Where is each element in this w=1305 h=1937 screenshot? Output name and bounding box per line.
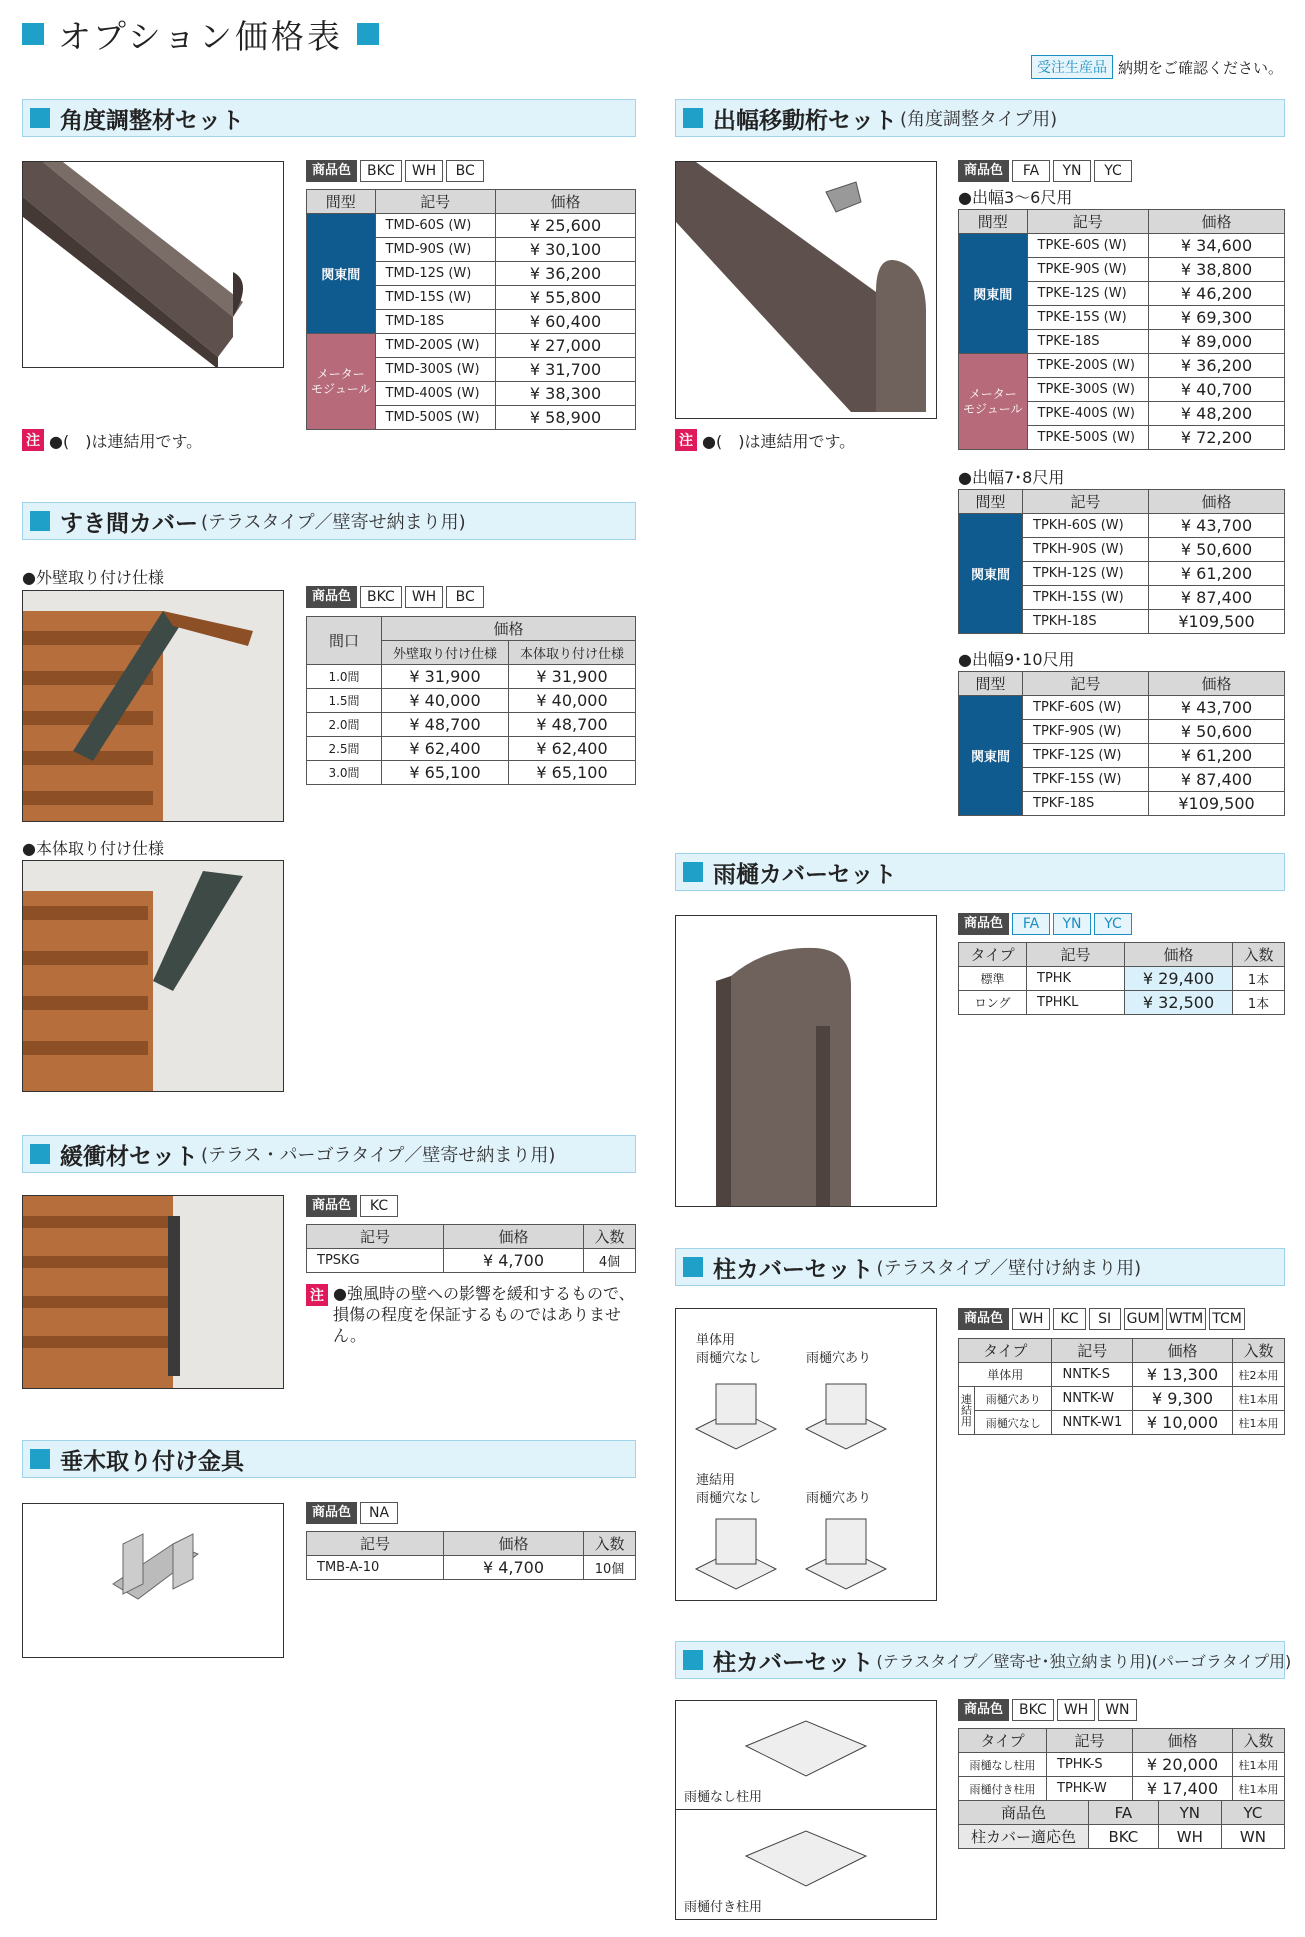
color-label: 商品色: [958, 1308, 1009, 1330]
color-chip: BC: [446, 160, 484, 182]
section-square-icon: [683, 1650, 703, 1670]
col-header: 記号: [1027, 210, 1148, 234]
col-header: 間型: [959, 210, 1028, 234]
color-chip: SI: [1089, 1308, 1121, 1330]
table-cell: WH: [1158, 1825, 1221, 1849]
note-mark: 注: [306, 1284, 328, 1306]
table-cell: ¥ 31,900: [382, 665, 509, 689]
table-cell: ¥ 48,700: [382, 713, 509, 737]
section-title: 角度調整材セット: [60, 107, 244, 134]
col-header: 記号: [307, 1225, 444, 1249]
img-label: 雨樋穴あり: [806, 1351, 872, 1366]
table-cell: TPHK-W: [1047, 1777, 1133, 1801]
group-kanto: 関東間: [959, 234, 1028, 354]
color-chip: YN: [1053, 913, 1091, 935]
product-image-angle-member: [22, 161, 284, 368]
table-cell: ¥ 43,700: [1149, 696, 1285, 720]
notice-text: 納期をご確認ください。: [1117, 58, 1283, 77]
table-cell: ¥ 34,600: [1149, 234, 1285, 258]
color-label: 商品色: [958, 160, 1009, 182]
color-chip: YC: [1094, 913, 1132, 935]
table-cell: BKC: [1089, 1825, 1159, 1849]
col-header: 間型: [959, 672, 1023, 696]
table-cell: 柱1本用: [1233, 1387, 1285, 1411]
color-chip: WN: [1098, 1699, 1136, 1721]
variant-label: ●出幅3～6尺用: [958, 188, 1073, 207]
col-header: 入数: [1233, 1339, 1285, 1363]
table-cell: 柱2本用: [1233, 1363, 1285, 1387]
section-title: 出幅移動桁セット: [713, 107, 897, 134]
section-header-debaba: [675, 99, 1285, 137]
table-cell: ¥ 58,900: [496, 406, 636, 430]
table-cell: WN: [1221, 1825, 1284, 1849]
color-options: [958, 160, 1132, 182]
table-cell: ¥ 20,000: [1133, 1753, 1233, 1777]
table-cell: ¥ 9,300: [1133, 1387, 1233, 1411]
table-cell: TPKH-60S (W): [1023, 514, 1149, 538]
product-image-bracket: [22, 1503, 284, 1658]
table-cell: 1本: [1233, 967, 1285, 991]
table-cell: ¥109,500: [1149, 792, 1285, 816]
color-chip: YC: [1094, 160, 1132, 182]
table-cell: TPKF-60S (W): [1023, 696, 1149, 720]
table-cell: TPKH-15S (W): [1023, 586, 1149, 610]
img-label: 雨樋穴なし: [696, 1491, 762, 1506]
table-cell: TMD-200S (W): [375, 334, 495, 358]
table-cell: ¥ 87,400: [1149, 768, 1285, 792]
col-header: YN: [1158, 1801, 1221, 1825]
variant-label: ●本体取り付け仕様: [22, 839, 164, 858]
table-cell: TPKE-18S: [1027, 330, 1148, 354]
order-notice: [1031, 55, 1283, 79]
table-cell: ¥ 61,200: [1149, 562, 1285, 586]
table-cell: TPKE-500S (W): [1027, 426, 1148, 450]
table-cell: NNTK-W1: [1052, 1411, 1133, 1435]
col-header: 記号: [1023, 490, 1149, 514]
section-subtitle: (テラス・パーゴラタイプ／壁寄せ納まり用): [201, 1145, 556, 1166]
col-header: 価格: [1149, 490, 1285, 514]
table-cell: ¥ 55,800: [496, 286, 636, 310]
table-cell: ¥ 48,700: [509, 713, 636, 737]
table-cell: ¥ 27,000: [496, 334, 636, 358]
col-header: 価格: [1149, 672, 1285, 696]
variant-label: ●出幅9･10尺用: [958, 650, 1075, 669]
col-header: 本体取り付け仕様: [509, 641, 636, 665]
col-header: 価格: [444, 1225, 584, 1249]
group-meter: メーター モジュール: [307, 334, 376, 430]
note: [306, 1284, 636, 1346]
table-cell: ロング: [959, 991, 1027, 1015]
table-cell: ¥ 62,400: [382, 737, 509, 761]
price-table-kansho: [306, 1224, 636, 1273]
color-options: [306, 1502, 398, 1524]
table-cell: TMD-400S (W): [375, 382, 495, 406]
table-cell: ¥ 36,200: [1149, 354, 1285, 378]
page-title: オプション価格表: [58, 16, 344, 56]
color-chip: KC: [360, 1195, 398, 1217]
section-title: 雨樋カバーセット: [713, 861, 897, 888]
img-label: 雨樋付き柱用: [684, 1900, 763, 1915]
product-image-beam: [675, 161, 937, 419]
note-text: ●( )は連結用です。: [49, 432, 203, 451]
table-cell: TPHKL: [1027, 991, 1125, 1015]
table-cell: 3.0間: [307, 761, 382, 785]
table-cell: ¥ 17,400: [1133, 1777, 1233, 1801]
color-label: 商品色: [306, 1502, 357, 1524]
price-table-hashira-2: [958, 1728, 1285, 1801]
table-cell: ¥ 36,200: [496, 262, 636, 286]
table-cell: ¥ 62,400: [509, 737, 636, 761]
color-options: [958, 1699, 1137, 1721]
table-cell: TMD-500S (W): [375, 406, 495, 430]
table-cell: 1.0間: [307, 665, 382, 689]
table-cell: TPKF-12S (W): [1023, 744, 1149, 768]
price-table-kakudo: [306, 189, 636, 430]
price-table-amadoi: [958, 942, 1285, 1015]
color-label: 商品色: [958, 1699, 1009, 1721]
table-cell: 雨樋穴なし: [975, 1411, 1052, 1435]
group-meter: メーター モジュール: [959, 354, 1028, 450]
table-cell: ¥ 29,400: [1125, 967, 1233, 991]
table-cell: 雨樋なし柱用: [959, 1753, 1047, 1777]
table-cell: NNTK-W: [1052, 1387, 1133, 1411]
col-header: 記号: [307, 1532, 444, 1556]
table-cell: 柱1本用: [1233, 1411, 1285, 1435]
table-cell: TMD-60S (W): [375, 214, 495, 238]
col-header: 価格: [1133, 1339, 1233, 1363]
table-cell: TMD-90S (W): [375, 238, 495, 262]
table-cell: ¥ 40,000: [382, 689, 509, 713]
product-image-buffer: [22, 1195, 284, 1389]
section-title: 緩衝材セット: [60, 1143, 198, 1170]
col-header: 間口: [307, 617, 382, 665]
section-square-icon: [30, 1449, 50, 1469]
col-header: 入数: [584, 1225, 636, 1249]
section-subtitle: (角度調整タイプ用): [900, 109, 1058, 130]
color-chip: WH: [405, 160, 443, 182]
section-square-icon: [683, 1257, 703, 1277]
color-chip: FA: [1012, 160, 1050, 182]
note: [22, 429, 202, 452]
color-chip: BKC: [1012, 1699, 1054, 1721]
color-chip: GUM: [1124, 1308, 1163, 1330]
table-cell: ¥ 30,100: [496, 238, 636, 262]
group-kanto: 関東間: [959, 696, 1023, 816]
table-cell: 単体用: [959, 1363, 1052, 1387]
section-header-amadoi: [675, 853, 1285, 891]
note-mark: 注: [22, 429, 44, 451]
table-cell: TPKE-12S (W): [1027, 282, 1148, 306]
note-mark: 注: [675, 429, 697, 451]
col-header: 価格: [382, 617, 636, 641]
table-cell: 雨樋付き柱用: [959, 1777, 1047, 1801]
price-table-debaba-b: [958, 489, 1285, 634]
table-cell: 雨樋穴あり: [975, 1387, 1052, 1411]
product-image-gutter-cover: [675, 915, 937, 1207]
table-cell: ¥ 40,000: [509, 689, 636, 713]
table-cell: 柱1本用: [1233, 1777, 1285, 1801]
product-image-pillar-cover-2: [675, 1700, 937, 1920]
table-cell: TMD-15S (W): [375, 286, 495, 310]
section-subtitle: (テラスタイプ／壁寄せ納まり用): [201, 512, 466, 533]
img-label: 単体用: [696, 1333, 736, 1348]
col-header: 記号: [1027, 943, 1125, 967]
color-chip: FA: [1012, 913, 1050, 935]
table-cell: TPKF-18S: [1023, 792, 1149, 816]
page-header: [22, 14, 379, 54]
table-cell: ¥ 40,700: [1149, 378, 1285, 402]
section-title: すき間カバー: [60, 510, 198, 537]
table-cell: ¥ 87,400: [1149, 586, 1285, 610]
table-cell: ¥ 46,200: [1149, 282, 1285, 306]
table-cell: TMD-18S: [375, 310, 495, 334]
color-label: 商品色: [306, 586, 357, 608]
color-chip: BKC: [360, 586, 402, 608]
color-options: [306, 586, 484, 608]
col-header: FA: [1089, 1801, 1159, 1825]
section-header-kansho: [22, 1135, 636, 1173]
section-header-sukima: [22, 502, 636, 540]
section-title: 柱カバーセット: [713, 1256, 874, 1283]
table-cell: TPKE-60S (W): [1027, 234, 1148, 258]
table-cell: 10個: [584, 1556, 636, 1580]
table-cell: ¥ 48,200: [1149, 402, 1285, 426]
section-header-kakudo: [22, 99, 636, 137]
color-chip: WTM: [1166, 1308, 1206, 1330]
color-chip: KC: [1053, 1308, 1085, 1330]
col-header: 価格: [1125, 943, 1233, 967]
color-label: 商品色: [306, 1195, 357, 1217]
section-title: 柱カバーセット: [713, 1649, 874, 1676]
color-chip: BKC: [360, 160, 402, 182]
col-header: 間型: [959, 490, 1023, 514]
table-cell: ¥109,500: [1149, 610, 1285, 634]
color-chip: BC: [446, 586, 484, 608]
section-subtitle: (テラスタイプ／壁付け納まり用): [876, 1258, 1142, 1279]
color-label: 商品色: [958, 913, 1009, 935]
table-cell: TPKF-90S (W): [1023, 720, 1149, 744]
color-chip: WH: [1057, 1699, 1095, 1721]
color-label: 商品色: [306, 160, 357, 182]
col-header: タイプ: [959, 1339, 1052, 1363]
table-cell: ¥ 89,000: [1149, 330, 1285, 354]
product-image-gap-cover-wall: [22, 590, 284, 822]
color-options: [306, 1195, 398, 1217]
col-header: 価格: [1133, 1729, 1233, 1753]
col-header: YC: [1221, 1801, 1284, 1825]
product-image-pillar-cover: [675, 1308, 937, 1601]
price-table-taruki: [306, 1531, 636, 1580]
color-chip: YN: [1053, 160, 1091, 182]
col-header: 外壁取り付け仕様: [382, 641, 509, 665]
title-square-icon: [357, 23, 379, 45]
col-header: 間型: [307, 190, 376, 214]
col-header: 記号: [1052, 1339, 1133, 1363]
table-cell: TPKE-200S (W): [1027, 354, 1148, 378]
table-cell: ¥ 65,100: [509, 761, 636, 785]
table-cell: TPKF-15S (W): [1023, 768, 1149, 792]
table-cell: ¥ 65,100: [382, 761, 509, 785]
table-cell: TPHK: [1027, 967, 1125, 991]
table-cell: ¥ 50,600: [1149, 538, 1285, 562]
table-cell: TPKE-15S (W): [1027, 306, 1148, 330]
section-square-icon: [30, 1144, 50, 1164]
color-chip: TCM: [1209, 1308, 1245, 1330]
section-title: 垂木取り付け金具: [60, 1448, 244, 1475]
group-kanto: 関東間: [959, 514, 1023, 634]
col-header: タイプ: [959, 1729, 1047, 1753]
table-cell: TPKE-90S (W): [1027, 258, 1148, 282]
table-cell: TPKH-18S: [1023, 610, 1149, 634]
table-cell: TPKE-300S (W): [1027, 378, 1148, 402]
img-label: 雨樋なし柱用: [684, 1790, 763, 1805]
section-square-icon: [30, 108, 50, 128]
table-cell: 2.5間: [307, 737, 382, 761]
variant-label: ●出幅7･8尺用: [958, 468, 1065, 487]
section-square-icon: [30, 511, 50, 531]
table-cell: ¥ 13,300: [1133, 1363, 1233, 1387]
section-header-taruki: [22, 1440, 636, 1478]
color-map-table: [958, 1800, 1285, 1849]
price-table-sukima: [306, 616, 636, 785]
note: [675, 429, 855, 452]
table-cell: ¥ 50,600: [1149, 720, 1285, 744]
table-cell: TPSKG: [307, 1249, 444, 1273]
row-header: 柱カバー適応色: [959, 1825, 1089, 1849]
note-text: ●( )は連結用です。: [702, 432, 856, 451]
table-cell: TMD-300S (W): [375, 358, 495, 382]
table-cell: ¥ 25,600: [496, 214, 636, 238]
col-header: 記号: [375, 190, 495, 214]
table-cell: ¥ 38,300: [496, 382, 636, 406]
table-cell: TPKH-90S (W): [1023, 538, 1149, 562]
table-cell: 柱1本用: [1233, 1753, 1285, 1777]
table-cell: TPKH-12S (W): [1023, 562, 1149, 586]
col-header: 入数: [584, 1532, 636, 1556]
table-cell: ¥ 60,400: [496, 310, 636, 334]
col-header: 入数: [1233, 1729, 1285, 1753]
price-table-debaba-c: [958, 671, 1285, 816]
color-chip: NA: [360, 1502, 398, 1524]
table-cell: ¥ 31,900: [509, 665, 636, 689]
table-cell: ¥ 72,200: [1149, 426, 1285, 450]
col-header: 価格: [1149, 210, 1285, 234]
col-header: 価格: [444, 1532, 584, 1556]
table-cell: ¥ 38,800: [1149, 258, 1285, 282]
table-cell: ¥ 43,700: [1149, 514, 1285, 538]
col-header: 入数: [1233, 943, 1285, 967]
table-cell: ¥ 4,700: [444, 1556, 584, 1580]
section-square-icon: [683, 862, 703, 882]
table-cell: ¥ 10,000: [1133, 1411, 1233, 1435]
section-header-hashira-2: [675, 1641, 1292, 1679]
table-cell: 1.5間: [307, 689, 382, 713]
table-cell: TPKE-400S (W): [1027, 402, 1148, 426]
color-chip: WH: [1012, 1308, 1050, 1330]
table-cell: ¥ 4,700: [444, 1249, 584, 1273]
col-header: 商品色: [959, 1801, 1089, 1825]
img-label: 雨樋穴あり: [806, 1491, 872, 1506]
made-to-order-tag: 受注生産品: [1031, 55, 1113, 79]
col-header: タイプ: [959, 943, 1027, 967]
price-table-debaba-a: [958, 209, 1285, 450]
col-header: 記号: [1047, 1729, 1133, 1753]
price-table-hashira-1: [958, 1338, 1285, 1435]
variant-label: ●外壁取り付け仕様: [22, 568, 164, 587]
col-header: 記号: [1023, 672, 1149, 696]
table-cell: ¥ 32,500: [1125, 991, 1233, 1015]
table-cell: 連結用: [959, 1387, 975, 1435]
table-cell: ¥ 31,700: [496, 358, 636, 382]
note-text: ●強風時の壁への影響を緩和するもので、損傷の程度を保証するものではありません。: [333, 1284, 635, 1345]
section-header-hashira-1: [675, 1248, 1285, 1286]
table-cell: NNTK-S: [1052, 1363, 1133, 1387]
img-label: 雨樋穴なし: [696, 1351, 762, 1366]
title-square-icon: [22, 23, 44, 45]
img-label: 連結用: [696, 1473, 736, 1488]
table-cell: 1本: [1233, 991, 1285, 1015]
product-image-gap-cover-body: [22, 860, 284, 1092]
color-chip: WH: [405, 586, 443, 608]
table-cell: 4個: [584, 1249, 636, 1273]
group-kanto: 関東間: [307, 214, 376, 334]
table-cell: ¥ 69,300: [1149, 306, 1285, 330]
table-cell: 標準: [959, 967, 1027, 991]
color-options: [958, 1308, 1245, 1330]
section-subtitle: (テラスタイプ／壁寄せ･独立納まり用)(パーゴラタイプ用): [876, 1651, 1292, 1671]
section-square-icon: [683, 108, 703, 128]
col-header: 価格: [496, 190, 636, 214]
table-cell: TMB-A-10: [307, 1556, 444, 1580]
color-options: [306, 160, 484, 182]
table-cell: TMD-12S (W): [375, 262, 495, 286]
color-options: [958, 913, 1132, 935]
table-cell: 2.0間: [307, 713, 382, 737]
table-cell: TPHK-S: [1047, 1753, 1133, 1777]
table-cell: ¥ 61,200: [1149, 744, 1285, 768]
